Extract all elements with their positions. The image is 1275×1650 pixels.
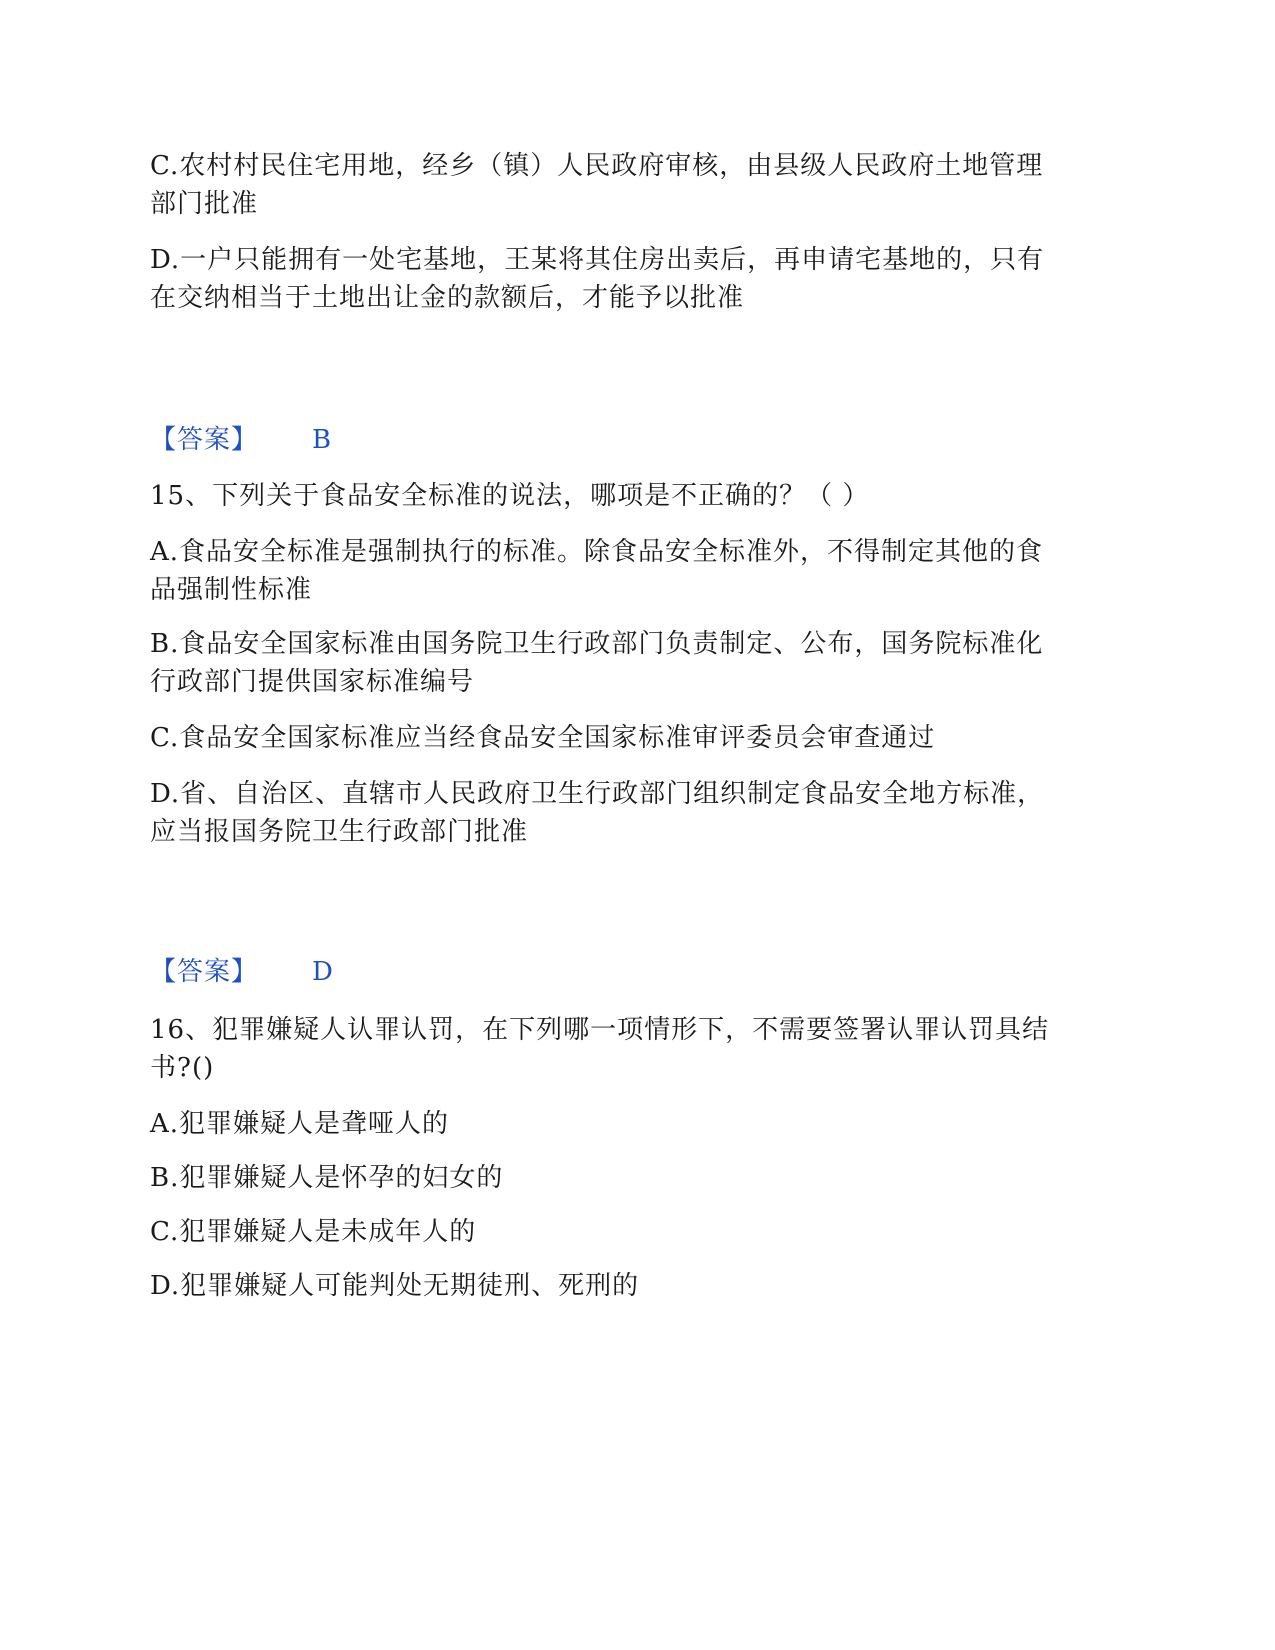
- q15-option-a-line1: A.食品安全标准是强制执行的标准。除食品安全标准外，不得制定其他的食: [150, 537, 1044, 567]
- q16-option-a: A.犯罪嫌疑人是聋哑人的: [150, 1109, 450, 1139]
- answer-label: 【答案】: [150, 425, 259, 455]
- answer-value: D: [312, 957, 334, 987]
- q16-option-c: C.犯罪嫌疑人是未成年人的: [150, 1217, 477, 1247]
- q16-option-d: D.犯罪嫌疑人可能判处无期徒刑、死刑的: [150, 1271, 640, 1301]
- q14-answer-row: [150, 420, 332, 460]
- q14-option-c-line2: 部门批准: [150, 189, 259, 219]
- q16-question-line1: 16、犯罪嫌疑人认罪认罚，在下列哪一项情形下，不需要签署认罪认罚具结: [150, 1015, 1050, 1045]
- q15-option-d-line2: 应当报国务院卫生行政部门批准: [150, 817, 529, 847]
- answer-label: 【答案】: [150, 957, 259, 987]
- answer-value: B: [312, 425, 333, 455]
- q16-question-line2: 书?(): [150, 1053, 215, 1083]
- q15-answer-row: [150, 952, 334, 992]
- q15-option-b-line2: 行政部门提供国家标准编号: [150, 667, 475, 697]
- q14-option-d-line2: 在交纳相当于土地出让金的款额后，才能予以批准: [150, 283, 745, 313]
- q15-option-a-line2: 品强制性标准: [150, 575, 313, 605]
- q15-option-c: C.食品安全国家标准应当经食品安全国家标准审评委员会审查通过: [150, 723, 936, 753]
- q15-option-b-line1: B.食品安全国家标准由国务院卫生行政部门负责制定、公布，国务院标准化: [150, 629, 1044, 659]
- q14-option-c-line1: C.农村村民住宅用地，经乡（镇）人民政府审核，由县级人民政府土地管理: [150, 151, 1044, 181]
- q15-question: 15、下列关于食品安全标准的说法，哪项是不正确的？（ ）: [150, 481, 870, 511]
- q14-option-d-line1: D.一户只能拥有一处宅基地，王某将其住房出卖后，再申请宅基地的，只有: [150, 245, 1045, 275]
- q15-option-d-line1: D.省、自治区、直辖市人民政府卫生行政部门组织制定食品安全地方标准，: [150, 779, 1045, 809]
- q16-option-b: B.犯罪嫌疑人是怀孕的妇女的: [150, 1163, 504, 1193]
